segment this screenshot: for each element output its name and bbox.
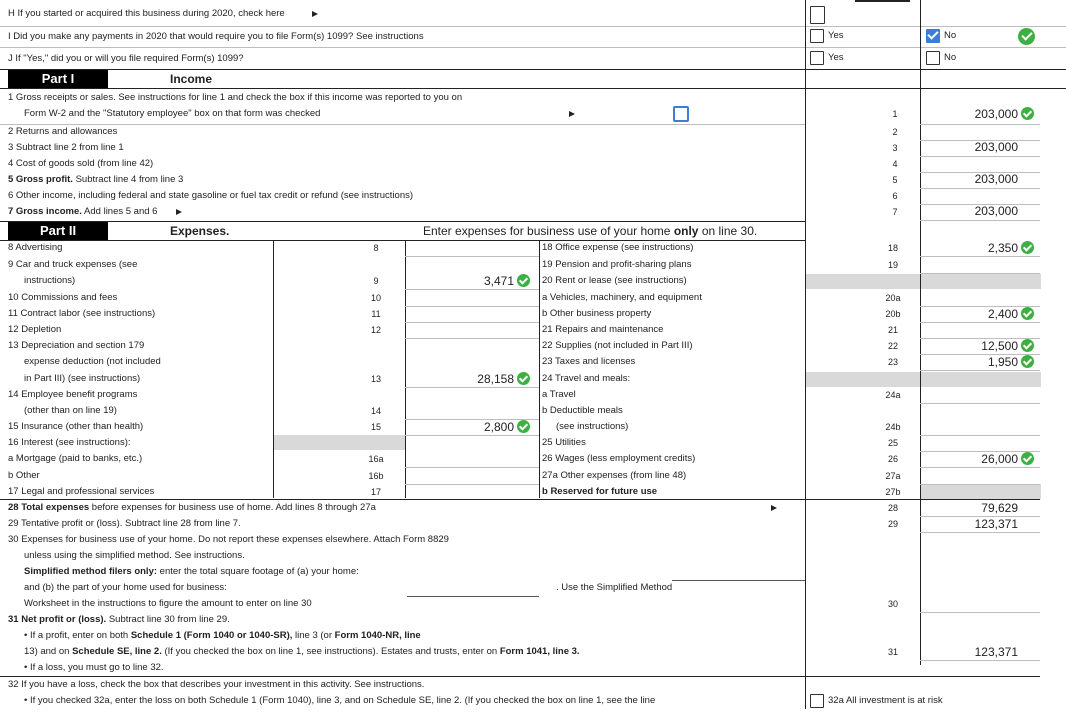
line-number: 6	[892, 191, 898, 201]
line-5-amount[interactable]: 203,000	[974, 172, 1018, 186]
line-13-amount[interactable]: 28,158	[477, 372, 514, 386]
line-1-label-b: Form W-2 and the "Statutory employee" box on that form was checked	[24, 108, 321, 119]
line-18-amount[interactable]: 2,350	[987, 241, 1018, 255]
field-underline	[405, 338, 539, 339]
field-underline	[405, 467, 539, 468]
line-29-label: 29 Tentative profit or (loss). Subtract line 28 from line 7.	[8, 518, 241, 529]
line-10-label: 10 Commissions and fees	[8, 292, 118, 303]
field-underline	[920, 156, 1040, 157]
line-i-no-label: No	[944, 30, 957, 41]
line-number: 1	[892, 109, 898, 119]
verified-check-icon	[1021, 339, 1034, 352]
home-sqft-input[interactable]	[672, 580, 805, 581]
line-29-amount[interactable]: 123,371	[974, 517, 1018, 531]
line-number: 26	[887, 454, 898, 464]
line-32a-label: 32a All investment is at risk	[828, 695, 943, 706]
line-30-label-a: 30 Expenses for business use of your home. Do not report these expenses elsewhere. Attach Form 8829	[8, 534, 449, 545]
field-underline	[920, 273, 1040, 274]
line-32-label: 32 If you have a loss, check the box that describes your investment in this activity. See instructions.	[8, 679, 425, 690]
line-number: 31	[887, 647, 898, 657]
line-26-amount[interactable]: 26,000	[981, 452, 1018, 466]
divider	[539, 240, 540, 498]
arrow-right-icon	[569, 111, 575, 117]
line-number: 24b	[885, 422, 901, 432]
line-22-label: 22 Supplies (not included in Part III)	[542, 340, 693, 351]
shaded-cell	[806, 372, 920, 387]
line-3-amount[interactable]: 203,000	[974, 140, 1018, 154]
divider	[273, 240, 274, 498]
line-14-label-b: (other than on line 19)	[24, 405, 117, 416]
verified-check-icon	[1021, 355, 1034, 368]
field-underline	[920, 660, 1040, 661]
line-31-label-c: 13) and on Schedule SE, line 2. (If you checked the box on line 1, see instructions). Estates and trusts, enter on Form 1041, line 3.	[24, 646, 580, 657]
verified-check-icon	[1021, 241, 1034, 254]
statutory-employee-checkbox[interactable]	[673, 106, 689, 122]
shaded-cell	[274, 435, 405, 450]
line-12-label: 12 Depletion	[8, 324, 62, 335]
line-number: 24a	[885, 390, 901, 400]
part-2-title: Expenses.	[170, 224, 230, 238]
line-number: 20a	[885, 293, 901, 303]
verified-check-icon	[1021, 452, 1034, 465]
divider	[0, 124, 805, 125]
line-9-amount[interactable]: 3,471	[483, 274, 514, 288]
field-underline	[405, 322, 539, 323]
line-j-yes-label: Yes	[828, 52, 844, 63]
field-underline	[920, 220, 1040, 221]
line-20b-label: b Other business property	[542, 308, 652, 319]
field-underline	[405, 256, 539, 257]
line-2-label: 2 Returns and allowances	[8, 126, 118, 137]
line-7-amount[interactable]: 203,000	[974, 204, 1018, 218]
line-number: 13	[370, 374, 381, 384]
divider	[405, 240, 406, 498]
arrow-right-icon	[176, 209, 182, 215]
line-14-label-a: 14 Employee benefit programs	[8, 389, 138, 400]
line-24a-label: a Travel	[542, 389, 576, 400]
business-sqft-input[interactable]	[407, 596, 539, 597]
line-number: 5	[892, 175, 898, 185]
line-number: 17	[370, 487, 381, 497]
field-underline	[920, 467, 1040, 468]
line-20b-amount[interactable]: 2,400	[987, 307, 1018, 321]
part-2-note: Enter expenses for business use of your home only on line 30.	[423, 224, 758, 238]
line-number: 20b	[885, 309, 901, 319]
line-15-amount[interactable]: 2,800	[483, 420, 514, 434]
divider	[805, 499, 806, 709]
line-27a-label: 27a Other expenses (from line 48)	[542, 470, 687, 481]
line-17-label: 17 Legal and professional services	[8, 486, 155, 497]
shaded-cell	[921, 274, 1041, 289]
line-16a-label: a Mortgage (paid to banks, etc.)	[8, 453, 143, 464]
divider	[0, 240, 805, 241]
line-number: 22	[887, 341, 898, 351]
line-8-label: 8 Advertising	[8, 242, 63, 253]
line-number: 9	[373, 276, 379, 286]
line-9-label-b: instructions)	[24, 275, 76, 286]
arrow-right-icon	[312, 11, 318, 17]
line-number: 3	[892, 143, 898, 153]
part-1-badge: Part I	[8, 70, 108, 88]
line-30-label-d: and (b) the part of your home used for business:	[24, 582, 227, 593]
line-21-label: 21 Repairs and maintenance	[542, 324, 664, 335]
line-number: 19	[887, 260, 898, 270]
line-23-label: 23 Taxes and licenses	[542, 356, 636, 367]
line-31-amount[interactable]: 123,371	[974, 645, 1018, 659]
line-number: 18	[887, 243, 898, 253]
line-9-label-a: 9 Car and truck expenses (see	[8, 259, 138, 270]
verified-check-icon	[1021, 107, 1034, 120]
divider	[920, 0, 921, 500]
line-number: 27a	[885, 471, 901, 481]
line-number: 16a	[368, 454, 384, 464]
line-30-label-e: Worksheet in the instructions to figure the amount to enter on line 30	[24, 598, 312, 609]
line-32a-checkbox[interactable]	[810, 694, 824, 708]
line-number: 16b	[368, 471, 384, 481]
shaded-cell	[921, 484, 1041, 499]
divider	[805, 0, 806, 500]
line-number: 11	[371, 309, 381, 319]
line-1-amount[interactable]: 203,000	[974, 107, 1018, 121]
field-underline	[920, 256, 1040, 257]
field-underline	[405, 387, 539, 388]
line-13-label-c: in Part III) (see instructions)	[24, 373, 141, 384]
line-6-label: 6 Other income, including federal and state gasoline or fuel tax credit or refund (see instructions)	[8, 190, 414, 201]
line-13-label-b: expense deduction (not included	[24, 356, 161, 367]
line-number: 28	[887, 503, 898, 513]
field-underline	[920, 322, 1040, 323]
part-2-badge: Part II	[8, 222, 108, 240]
divider	[0, 69, 1066, 70]
line-number: 29	[887, 519, 898, 529]
line-28-label: 28 Total expenses before expenses for business use of home. Add lines 8 through 27a	[8, 502, 376, 513]
field-underline	[405, 435, 539, 436]
field-underline	[405, 484, 539, 485]
line-number: 4	[892, 159, 898, 169]
line-20-label: 20 Rent or lease (see instructions)	[542, 275, 687, 286]
line-16-label: 16 Interest (see instructions):	[8, 437, 131, 448]
line-31-label-b: • If a profit, enter on both Schedule 1 (Form 1040 or 1040-SR), line 3 (or Form 1040-NR, line	[24, 630, 421, 641]
line-i-no-checkbox[interactable]	[926, 29, 940, 43]
line-23-amount[interactable]: 1,950	[987, 355, 1018, 369]
line-27b-label: b Reserved for future use	[542, 486, 658, 497]
line-j-label: J If "Yes," did you or will you file required Form(s) 1099?	[8, 53, 244, 64]
shaded-cell	[806, 274, 920, 289]
line-number: 12	[370, 325, 381, 335]
line-28-amount[interactable]: 79,629	[981, 501, 1018, 515]
line-1-label-a: 1 Gross receipts or sales. See instructions for line 1 and check the box if this income was reported to you on	[8, 92, 463, 103]
field-underline	[920, 612, 1040, 613]
divider	[0, 88, 1066, 89]
field-underline	[920, 188, 1040, 189]
field-underline	[405, 289, 539, 290]
line-number: 10	[370, 293, 381, 303]
shaded-cell	[921, 372, 1041, 387]
verified-check-icon	[517, 420, 530, 433]
field-underline	[920, 370, 1040, 371]
line-22-amount[interactable]: 12,500	[981, 339, 1018, 353]
simplified-method-label: . Use the Simplified Method	[556, 582, 673, 593]
field-underline	[405, 306, 539, 307]
line-32-label-b: • If you checked 32a, enter the loss on both Schedule 1 (Form 1040), line 3, and on Schedule SE, line 2. (If you checked the box on line 1, see the line	[24, 695, 656, 706]
line-number: 30	[887, 599, 898, 609]
line-11-label: 11 Contract labor (see instructions)	[8, 308, 156, 319]
divider	[0, 221, 805, 222]
line-3-label: 3 Subtract line 2 from line 1	[8, 142, 124, 153]
line-number: 23	[887, 357, 898, 367]
arrow-right-icon	[771, 505, 777, 511]
line-30-label-c: Simplified method filers only: enter the total square footage of (a) your home:	[24, 566, 359, 577]
line-i-yes-label: Yes	[828, 30, 844, 41]
line-h-label: H If you started or acquired this business during 2020, check here	[8, 8, 285, 19]
field-underline	[920, 124, 1040, 125]
line-16b-label: b Other	[8, 470, 40, 481]
verified-check-icon	[517, 372, 530, 385]
field-underline	[920, 403, 1040, 404]
line-number: 27b	[885, 487, 901, 497]
divider	[920, 499, 921, 665]
line-19-label: 19 Pension and profit-sharing plans	[542, 259, 692, 270]
verified-check-icon	[1018, 28, 1035, 45]
line-24b-label-a: b Deductible meals	[542, 405, 623, 416]
line-31-label-d: • If a loss, you must go to line 32.	[24, 662, 164, 673]
line-j-yes-checkbox[interactable]	[810, 51, 824, 65]
verified-check-icon	[1021, 307, 1034, 320]
line-20a-label: a Vehicles, machinery, and equipment	[542, 292, 702, 303]
line-number: 21	[887, 325, 898, 335]
part-1-title: Income	[170, 72, 213, 86]
line-7-label: 7 Gross income. Add lines 5 and 6	[8, 206, 158, 217]
line-26-label: 26 Wages (less employment credits)	[542, 453, 696, 464]
line-number: 8	[373, 243, 379, 253]
line-j-no-checkbox[interactable]	[926, 51, 940, 65]
line-18-label: 18 Office expense (see instructions)	[542, 242, 694, 253]
divider	[0, 676, 1040, 677]
divider	[0, 26, 1066, 27]
line-number: 7	[892, 207, 898, 217]
line-25-label: 25 Utilities	[542, 437, 586, 448]
line-number: 14	[370, 406, 381, 416]
verified-check-icon	[517, 274, 530, 287]
line-5-label: 5 Gross profit. Subtract line 4 from line 3	[8, 174, 184, 185]
line-h-checkbox[interactable]	[810, 6, 825, 24]
divider	[0, 47, 1066, 48]
divider	[855, 0, 910, 2]
line-number: 25	[887, 438, 898, 448]
line-i-label: I Did you make any payments in 2020 that would require you to file Form(s) 1099? See instructions	[8, 31, 424, 42]
field-underline	[920, 435, 1040, 436]
line-number: 15	[370, 422, 381, 432]
line-24-label: 24 Travel and meals:	[542, 373, 631, 384]
line-30-label-b: unless using the simplified method. See instructions.	[24, 550, 245, 561]
line-15-label: 15 Insurance (other than health)	[8, 421, 144, 432]
field-underline	[920, 532, 1040, 533]
line-13-label-a: 13 Depreciation and section 179	[8, 340, 145, 351]
line-i-yes-checkbox[interactable]	[810, 29, 824, 43]
field-underline	[920, 484, 1040, 485]
line-4-label: 4 Cost of goods sold (from line 42)	[8, 158, 154, 169]
line-j-no-label: No	[944, 52, 957, 63]
divider	[0, 499, 1040, 500]
line-31-label: 31 Net profit or (loss). Subtract line 30 from line 29.	[8, 614, 230, 625]
line-number: 2	[892, 127, 898, 137]
line-24b-label-b: (see instructions)	[556, 421, 629, 432]
